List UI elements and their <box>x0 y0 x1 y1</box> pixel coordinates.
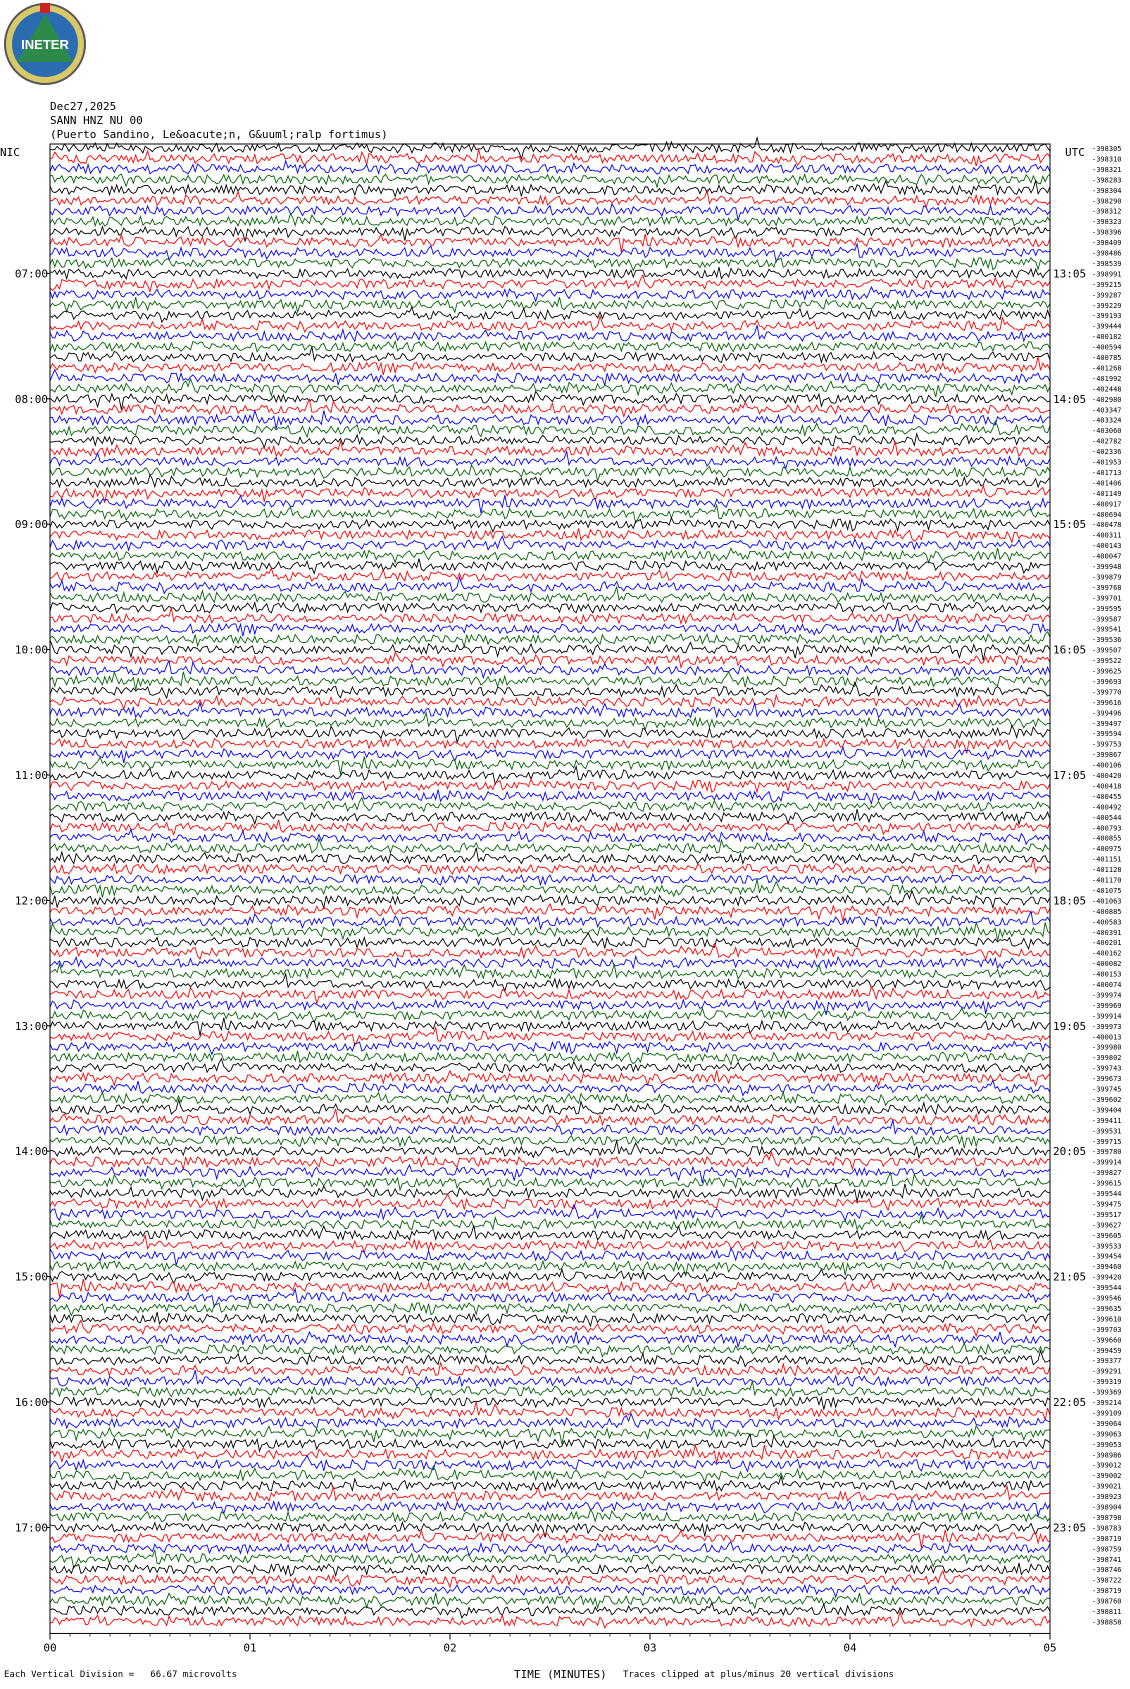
seismic-trace <box>50 830 1050 845</box>
trace-offset-label: -398539 <box>1092 259 1122 268</box>
header-date: Dec27,2025 <box>50 100 117 113</box>
trace-offset-label: -400583 <box>1092 918 1122 927</box>
trace-offset-label: -399319 <box>1092 1378 1122 1387</box>
seismic-trace <box>50 297 1050 312</box>
seismic-trace <box>50 577 1050 593</box>
right-hour-label: 17:05 <box>1053 769 1087 782</box>
seismic-trace <box>50 341 1050 351</box>
seismic-trace <box>50 1456 1050 1472</box>
trace-offset-label: -399544 <box>1092 1190 1122 1198</box>
trace-offset-label: -398991 <box>1092 270 1122 279</box>
trace-offset-label: -399507 <box>1092 646 1122 655</box>
trace-offset-label: -399701 <box>1092 594 1122 603</box>
trace-offset-label: -399827 <box>1092 1169 1122 1178</box>
trace-offset-label: -399497 <box>1092 719 1122 728</box>
trace-offset-label: -398304 <box>1092 186 1122 195</box>
trace-offset-label: -400594 <box>1092 343 1122 352</box>
seismic-trace <box>50 287 1050 301</box>
trace-offset-label: -400082 <box>1092 960 1122 969</box>
trace-offset-label: -401128 <box>1092 866 1122 875</box>
scale-note: Each Vertical Division = 66.67 microvolts <box>4 1670 237 1680</box>
trace-offset-label: -398741 <box>1092 1555 1122 1564</box>
seismic-trace <box>50 1603 1050 1618</box>
trace-offset-label: -400391 <box>1092 928 1122 937</box>
trace-offset-label: -399214 <box>1092 1399 1122 1407</box>
clip-note: Traces clipped at plus/minus 20 vertical divisions <box>623 1670 894 1680</box>
seismic-trace <box>50 1426 1050 1445</box>
trace-offset-label: -398811 <box>1092 1608 1122 1616</box>
seismic-trace <box>50 1584 1050 1597</box>
x-axis <box>43 1633 1056 1654</box>
seismic-trace <box>50 267 1050 279</box>
trace-offset-label: -400975 <box>1092 845 1122 854</box>
seismic-trace <box>50 839 1050 854</box>
seismic-trace <box>50 325 1050 341</box>
trace-offset-label: -403324 <box>1092 416 1122 425</box>
seismic-trace <box>50 923 1050 941</box>
seismic-trace <box>50 1542 1050 1556</box>
seismic-trace <box>50 1342 1050 1357</box>
seismic-trace <box>50 1059 1050 1073</box>
trace-offset-label: -400418 <box>1092 782 1122 791</box>
trace-offset-label: -398409 <box>1092 239 1122 248</box>
trace-offset-label: -400074 <box>1092 981 1122 989</box>
right-hour-label: 13:05 <box>1053 267 1087 281</box>
trace-offset-label: -399969 <box>1092 1001 1122 1010</box>
seismic-trace <box>50 244 1050 262</box>
seismic-trace <box>50 307 1050 322</box>
trace-offset-label: -398759 <box>1092 1545 1122 1554</box>
right-hour-label: 22:05 <box>1053 1396 1087 1409</box>
trace-offset-label: -399693 <box>1092 677 1122 686</box>
seismic-trace <box>50 1051 1050 1065</box>
seismic-trace <box>50 1080 1050 1095</box>
seismic-trace <box>50 1302 1050 1316</box>
seismic-trace <box>50 809 1050 824</box>
trace-offset-label: -399703 <box>1092 1325 1122 1334</box>
trace-offset-label: -399064 <box>1092 1419 1122 1428</box>
trace-offset-label: -399546 <box>1092 1294 1122 1303</box>
seismic-trace <box>50 161 1050 174</box>
trace-offset-label: -402336 <box>1092 448 1122 457</box>
trace-offset-label: -400917 <box>1092 500 1122 509</box>
trace-offset-label: -400420 <box>1092 772 1122 780</box>
trace-offset-label: -399974 <box>1092 991 1122 1000</box>
seismic-trace <box>50 214 1050 227</box>
trace-offset-label: -399411 <box>1092 1116 1122 1125</box>
trace-offset-label: -399595 <box>1092 604 1122 613</box>
seismic-trace <box>50 1563 1050 1576</box>
trace-offset-label: -400047 <box>1092 552 1122 561</box>
seismic-trace <box>50 987 1050 1004</box>
trace-offset-label: -400885 <box>1092 907 1122 916</box>
seismic-trace <box>50 434 1050 448</box>
trace-offset-label: -400106 <box>1092 761 1122 770</box>
trace-offset-label: -399420 <box>1092 1273 1122 1282</box>
right-hour-label: 21:05 <box>1053 1270 1087 1284</box>
left-hour-label: 09:00 <box>14 518 48 532</box>
trace-offset-label: -400153 <box>1092 970 1122 979</box>
seismic-trace <box>50 1173 1050 1190</box>
seismic-trace <box>50 964 1050 979</box>
seismic-trace <box>50 234 1050 252</box>
trace-offset-label: -399879 <box>1092 573 1122 582</box>
trace-offset-label: -399287 <box>1092 291 1122 300</box>
seismic-trace <box>50 1381 1050 1397</box>
seismic-trace <box>50 632 1050 647</box>
trace-offset-label: -400478 <box>1092 521 1122 530</box>
trace-offset-label: -400311 <box>1092 531 1122 540</box>
seismic-trace <box>50 204 1050 220</box>
seismic-trace <box>50 226 1050 241</box>
x-tick-label: 02 <box>443 1641 457 1655</box>
trace-offset-label: -399063 <box>1092 1430 1122 1439</box>
left-hour-label: 15:00 <box>14 1270 48 1284</box>
right-hour-label: 14:05 <box>1053 392 1087 406</box>
trace-offset-label: -399533 <box>1092 1242 1122 1251</box>
seismic-trace <box>50 1184 1050 1202</box>
seismic-trace <box>50 726 1050 743</box>
x-tick-label: 03 <box>643 1641 657 1655</box>
seismic-trace <box>50 1261 1050 1276</box>
seismic-trace <box>50 1040 1050 1054</box>
seismic-trace <box>50 944 1050 960</box>
trace-offset-label: -399541 <box>1092 625 1122 634</box>
trace-offset-label: -399745 <box>1092 1085 1122 1094</box>
seismic-trace <box>50 1215 1050 1230</box>
trace-offset-label: -400143 <box>1092 542 1122 551</box>
seismic-trace <box>50 1312 1050 1326</box>
seismic-trace <box>50 536 1050 550</box>
seismic-trace <box>50 602 1050 613</box>
x-tick-label: 01 <box>243 1641 257 1655</box>
trace-offset-label: -399673 <box>1092 1075 1122 1084</box>
trace-offset-label: -401149 <box>1092 489 1122 498</box>
seismic-trace <box>50 911 1050 928</box>
seismic-trace <box>50 149 1050 166</box>
right-hour-label: 23:05 <box>1053 1521 1087 1535</box>
trace-offset-label: -399768 <box>1092 583 1122 592</box>
seismic-trace <box>50 1593 1050 1608</box>
seismic-trace <box>50 790 1050 804</box>
trace-offset-label: -400694 <box>1092 510 1122 519</box>
seismic-trace <box>50 559 1050 574</box>
seismic-trace <box>50 779 1050 793</box>
trace-offset-label: -398986 <box>1092 1451 1122 1460</box>
trace-offset-label: -398858 <box>1092 1618 1122 1627</box>
left-hour-label: 08:00 <box>14 392 48 406</box>
left-hour-label: 07:00 <box>14 267 48 281</box>
trace-offset-label: -399602 <box>1092 1095 1122 1104</box>
trace-offset-label: -399002 <box>1092 1472 1122 1481</box>
trace-offset-label: -398760 <box>1092 1597 1122 1606</box>
trace-offset-label: -401170 <box>1092 876 1122 885</box>
seismic-trace <box>50 548 1050 563</box>
seismic-trace <box>50 1571 1050 1587</box>
trace-offset-label: -399377 <box>1092 1357 1122 1366</box>
seismic-trace <box>50 1550 1050 1568</box>
seismic-trace <box>50 904 1050 922</box>
logo-text: INETER <box>21 37 69 52</box>
seismic-trace <box>50 879 1050 897</box>
trace-offset-label: -398783 <box>1092 1524 1122 1533</box>
trace-offset-label: -399780 <box>1092 1148 1122 1157</box>
right-hour-label: 18:05 <box>1053 894 1087 908</box>
trace-offset-label: -399460 <box>1092 1263 1122 1272</box>
seismic-trace <box>50 874 1050 885</box>
seismic-trace <box>50 370 1050 386</box>
trace-offset-label: -401063 <box>1092 897 1122 906</box>
x-tick-label: 04 <box>843 1641 857 1655</box>
seismic-trace <box>50 1289 1050 1307</box>
seismic-trace <box>50 347 1050 363</box>
seismic-trace <box>50 820 1050 835</box>
trace-offset-label: -400182 <box>1092 333 1122 342</box>
trace-offset-label: -399291 <box>1092 1367 1122 1376</box>
left-hour-label: 16:00 <box>14 1396 48 1409</box>
trace-offset-label: -401406 <box>1092 479 1122 488</box>
trace-offset-label: -398323 <box>1092 218 1122 227</box>
trace-offset-label: -399753 <box>1092 740 1122 749</box>
trace-offset-label: -399660 <box>1092 1336 1122 1345</box>
trace-offset-label: -399605 <box>1092 1231 1122 1240</box>
right-hour-label: 16:05 <box>1053 643 1087 657</box>
trace-offset-label: -400455 <box>1092 792 1122 801</box>
seismic-trace <box>50 1370 1050 1386</box>
trace-offset-label: -402980 <box>1092 395 1122 404</box>
trace-offset-label: -399021 <box>1092 1482 1122 1491</box>
trace-offset-labels <box>1092 145 1122 1626</box>
seismic-trace <box>50 703 1050 718</box>
trace-offset-label: -400855 <box>1092 834 1122 843</box>
trace-offset-label: -398722 <box>1092 1576 1122 1585</box>
trace-offset-label: -398312 <box>1092 207 1122 216</box>
seismic-trace <box>50 757 1050 775</box>
trace-offset-label: -398904 <box>1092 1503 1122 1512</box>
trace-offset-label: -400013 <box>1092 1033 1122 1042</box>
right-timezone-label: UTC <box>1065 146 1085 159</box>
trace-offset-label: -399496 <box>1092 709 1122 718</box>
trace-offset-label: -399522 <box>1092 657 1122 666</box>
seismic-trace <box>50 1225 1050 1240</box>
right-hour-labels <box>1053 267 1086 1534</box>
trace-offset-label: -401713 <box>1092 468 1122 477</box>
trace-offset-label: -399770 <box>1092 688 1122 697</box>
right-hour-label: 20:05 <box>1053 1145 1087 1159</box>
trace-offset-label: -402782 <box>1092 437 1122 446</box>
trace-offset-label: -399215 <box>1092 280 1122 289</box>
trace-offset-label: -399615 <box>1092 1179 1122 1188</box>
trace-offset-label: -398310 <box>1092 155 1122 164</box>
seismic-trace <box>50 1413 1050 1430</box>
seismic-trace <box>50 174 1050 187</box>
trace-offset-label: -398396 <box>1092 228 1122 237</box>
trace-offset-label: -399109 <box>1092 1409 1122 1418</box>
trace-offset-label: -400162 <box>1092 949 1122 958</box>
left-hour-label: 12:00 <box>14 894 48 908</box>
trace-offset-label: -398719 <box>1092 1587 1122 1596</box>
seismic-trace <box>50 713 1050 730</box>
trace-offset-label: -399610 <box>1092 1315 1122 1324</box>
seismic-trace <box>50 974 1050 991</box>
trace-offset-label: -399536 <box>1092 636 1122 645</box>
trace-offset-label: -399980 <box>1092 1043 1122 1052</box>
trace-offset-label: -399587 <box>1092 615 1122 624</box>
left-hour-label: 14:00 <box>14 1145 48 1159</box>
x-tick-label: 05 <box>1043 1641 1057 1655</box>
trace-offset-label: -398283 <box>1092 176 1122 185</box>
x-tick-label: 00 <box>43 1641 57 1655</box>
seismic-trace <box>50 1351 1050 1367</box>
trace-offset-label: -402448 <box>1092 385 1122 394</box>
seismic-trace <box>50 1269 1050 1283</box>
trace-offset-label: -399867 <box>1092 751 1122 760</box>
seismic-trace <box>50 486 1050 503</box>
trace-offset-label: -399625 <box>1092 667 1122 676</box>
seismic-trace <box>50 518 1050 532</box>
trace-offset-label: -398923 <box>1092 1493 1122 1502</box>
trace-offset-label: -398486 <box>1092 249 1122 258</box>
left-hour-label: 17:00 <box>14 1521 48 1535</box>
seismic-trace <box>50 1070 1050 1085</box>
trace-offset-label: -400793 <box>1092 824 1122 833</box>
seismic-trace <box>50 421 1050 437</box>
seismic-trace <box>50 1402 1050 1420</box>
seismic-trace <box>50 1092 1050 1105</box>
trace-offset-label: -399544 <box>1092 1284 1122 1293</box>
trace-offset-label: -399053 <box>1092 1440 1122 1449</box>
trace-offset-label: -398798 <box>1092 1513 1122 1522</box>
trace-offset-label: -399594 <box>1092 730 1122 739</box>
trace-offset-label: -399973 <box>1092 1022 1122 1031</box>
trace-offset-label: -398719 <box>1092 1534 1122 1543</box>
trace-offset-label: -401151 <box>1092 855 1122 864</box>
trace-offset-label: -399635 <box>1092 1304 1122 1313</box>
trace-offset-label: -403347 <box>1092 406 1122 415</box>
trace-offset-label: -401075 <box>1092 886 1122 895</box>
trace-offset-label: -399012 <box>1092 1461 1122 1470</box>
trace-offset-label: -399948 <box>1092 563 1122 571</box>
seismic-trace <box>50 672 1050 690</box>
trace-offset-label: -399743 <box>1092 1064 1122 1073</box>
trace-offset-label: -399517 <box>1092 1210 1122 1219</box>
left-hour-label: 11:00 <box>14 769 48 782</box>
trace-offset-label: -399459 <box>1092 1346 1122 1355</box>
trace-offset-label: -401268 <box>1092 364 1122 373</box>
seismic-trace <box>50 652 1050 667</box>
trace-offset-label: -399193 <box>1092 312 1122 321</box>
trace-group <box>50 138 1050 1628</box>
seismic-trace <box>50 1008 1050 1022</box>
trace-offset-label: -399802 <box>1092 1054 1122 1063</box>
seismic-trace <box>50 180 1050 196</box>
trace-offset-label: -398305 <box>1092 145 1122 153</box>
seismic-trace <box>50 739 1050 754</box>
seismic-trace <box>50 391 1050 409</box>
seismic-trace <box>50 1028 1050 1046</box>
trace-offset-label: -399369 <box>1092 1388 1122 1397</box>
trace-offset-label: -399444 <box>1092 322 1122 331</box>
seismic-trace <box>50 661 1050 678</box>
seismic-trace <box>50 1235 1050 1252</box>
seismic-trace <box>50 848 1050 864</box>
trace-offset-label: -398321 <box>1092 165 1122 174</box>
trace-offset-label: -399531 <box>1092 1127 1122 1136</box>
trace-offset-label: -399454 <box>1092 1252 1122 1261</box>
trace-offset-label: -400785 <box>1092 354 1122 362</box>
seismic-trace <box>50 1500 1050 1516</box>
trace-offset-label: -403060 <box>1092 427 1122 436</box>
trace-offset-label: -400544 <box>1092 813 1122 822</box>
seismic-trace <box>50 1152 1050 1169</box>
trace-offset-label: -400492 <box>1092 803 1122 812</box>
left-timezone-label: NIC <box>0 146 20 159</box>
trace-offset-label: -399914 <box>1092 1012 1122 1021</box>
right-hour-label: 15:05 <box>1053 518 1087 532</box>
trace-offset-label: -399914 <box>1092 1158 1122 1167</box>
seismic-trace <box>50 1445 1050 1463</box>
seismic-trace <box>50 528 1050 542</box>
trace-offset-label: -400201 <box>1092 939 1122 948</box>
trace-offset-label: -401992 <box>1092 374 1122 383</box>
seismic-trace <box>50 1476 1050 1491</box>
seismic-trace <box>50 452 1050 469</box>
seismic-trace <box>50 1522 1050 1537</box>
seismic-trace <box>50 495 1050 513</box>
trace-offset-label: -398290 <box>1092 197 1122 206</box>
trace-offset-label: -399404 <box>1092 1106 1122 1115</box>
trace-offset-label: -401953 <box>1092 458 1122 467</box>
x-axis-title: TIME (MINUTES) <box>514 1668 607 1681</box>
header-station: SANN HNZ NU 00 <box>50 114 143 127</box>
seismic-trace <box>50 1509 1050 1522</box>
trace-offset-label: -399475 <box>1092 1200 1122 1209</box>
right-hour-label: 19:05 <box>1053 1019 1087 1033</box>
seismic-trace <box>50 475 1050 487</box>
trace-offset-label: -399616 <box>1092 698 1122 707</box>
seismic-trace <box>50 1332 1050 1347</box>
seismic-trace <box>50 766 1050 784</box>
seismic-trace <box>50 1279 1050 1297</box>
header-location: (Puerto Sandino, Le&oacute;n, G&uuml;ralp fortimus) <box>50 128 388 141</box>
trace-offset-label: -398746 <box>1092 1566 1122 1575</box>
trace-offset-label: -399715 <box>1092 1137 1122 1146</box>
left-hour-labels <box>15 267 50 1534</box>
left-hour-label: 13:00 <box>14 1019 48 1033</box>
trace-offset-label: -399229 <box>1092 301 1122 310</box>
trace-offset-label: -399627 <box>1092 1221 1122 1230</box>
seismic-trace <box>50 1397 1050 1410</box>
left-hour-label: 10:00 <box>14 643 48 657</box>
